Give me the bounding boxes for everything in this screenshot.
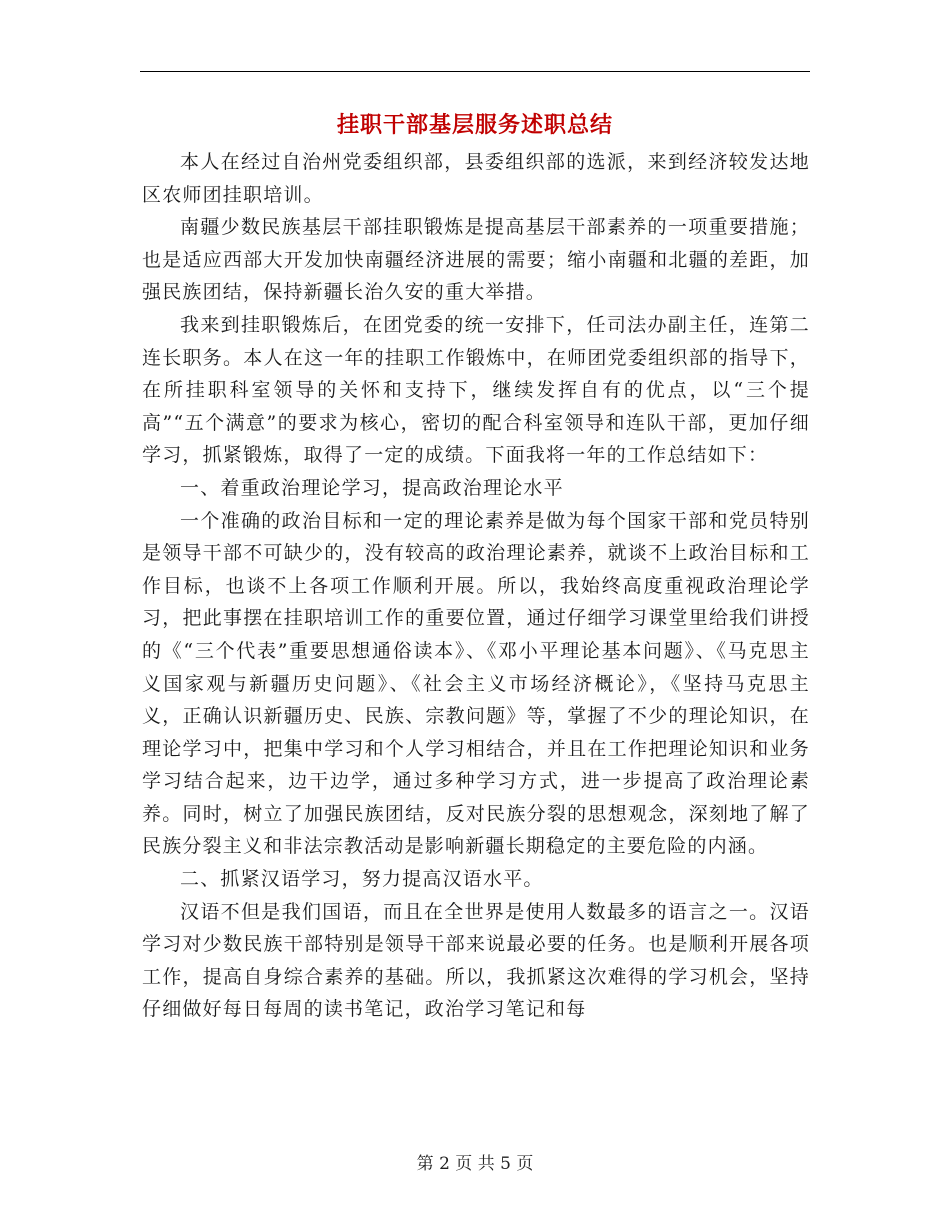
paragraph-assignment: 我来到挂职锻炼后，在团党委的统一安排下，任司法办副主任，连第二连长职务。本人在这一年的挂职工作锻炼中，在师团党委组织部的指导下，在所挂职科室领导的关怀和支持下，继续发挥自有的优点，以“三个提高”“五个满意”的要求为核心，密切的配合科室领导和连队干部，更加仔细学习，抓紧锻炼，取得了一定的成绩。下面我将一年的工作总结如下：: [142, 313, 810, 467]
header-rule: [140, 71, 810, 72]
paragraph-intro: 本人在经过自治州党委组织部，县委组织部的选派，来到经济较发达地区农师团挂职培训。: [142, 151, 810, 206]
section-heading-2: 二、抓紧汉语学习，努力提高汉语水平。: [180, 868, 544, 891]
document-title: 挂职干部基层服务述职总结: [336, 112, 613, 138]
paragraph-theory-study: 一个准确的政治目标和一定的理论素养是做为每个国家干部和党员特别是领导干部不可缺少的，没有较高的政治理论素养，就谈不上政治目标和工作目标，也谈不上各项工作顺利开展。所以，我始终高度重视政治理论学习，把此事摆在挂职培训工作的重要位置，通过仔细学习课堂里给我们讲授的《“三个代表”重要思想通俗读本》、《邓小平理论基本问题》、《马克思主义国家观与新疆历史问题》、《社会主义市场经济概论》，《坚持马克思主义，正确认识新疆历史、民族、宗教问题》等，掌握了不少的理论知识，在理论学习中，把集中学习和个人学习相结合，并且在工作把理论知识和业务学习结合起来，边干边学，通过多种学习方式，进一步提高了政治理论素养。同时，树立了加强民族团结，反对民族分裂的思想观念，深刻地了解了民族分裂主义和非法宗教活动是影响新疆长期稳定的主要危险的内涵。: [142, 509, 810, 858]
paragraph-chinese-study: 汉语不但是我们国语，而且在全世界是使用人数最多的语言之一。汉语学习对少数民族干部特别是领导干部来说最必要的任务。也是顺利开展各项工作，提高自身综合素养的基础。所以，我抓紧这次难得的学习机会，坚持仔细做好每日每周的读书笔记，政治学习笔记和每: [142, 900, 810, 1021]
document-body: [142, 146, 810, 1026]
section-heading-1: 一、着重政治理论学习，提高政治理论水平: [180, 476, 564, 499]
page-number: 第 2 页 共 5 页: [416, 1154, 534, 1174]
paragraph-background: 南疆少数民族基层干部挂职锻炼是提高基层干部素养的一项重要措施；也是适应西部大开发加快南疆经济进展的需要；缩小南疆和北疆的差距，加强民族团结，保持新疆长治久安的重大举措。: [142, 216, 810, 304]
